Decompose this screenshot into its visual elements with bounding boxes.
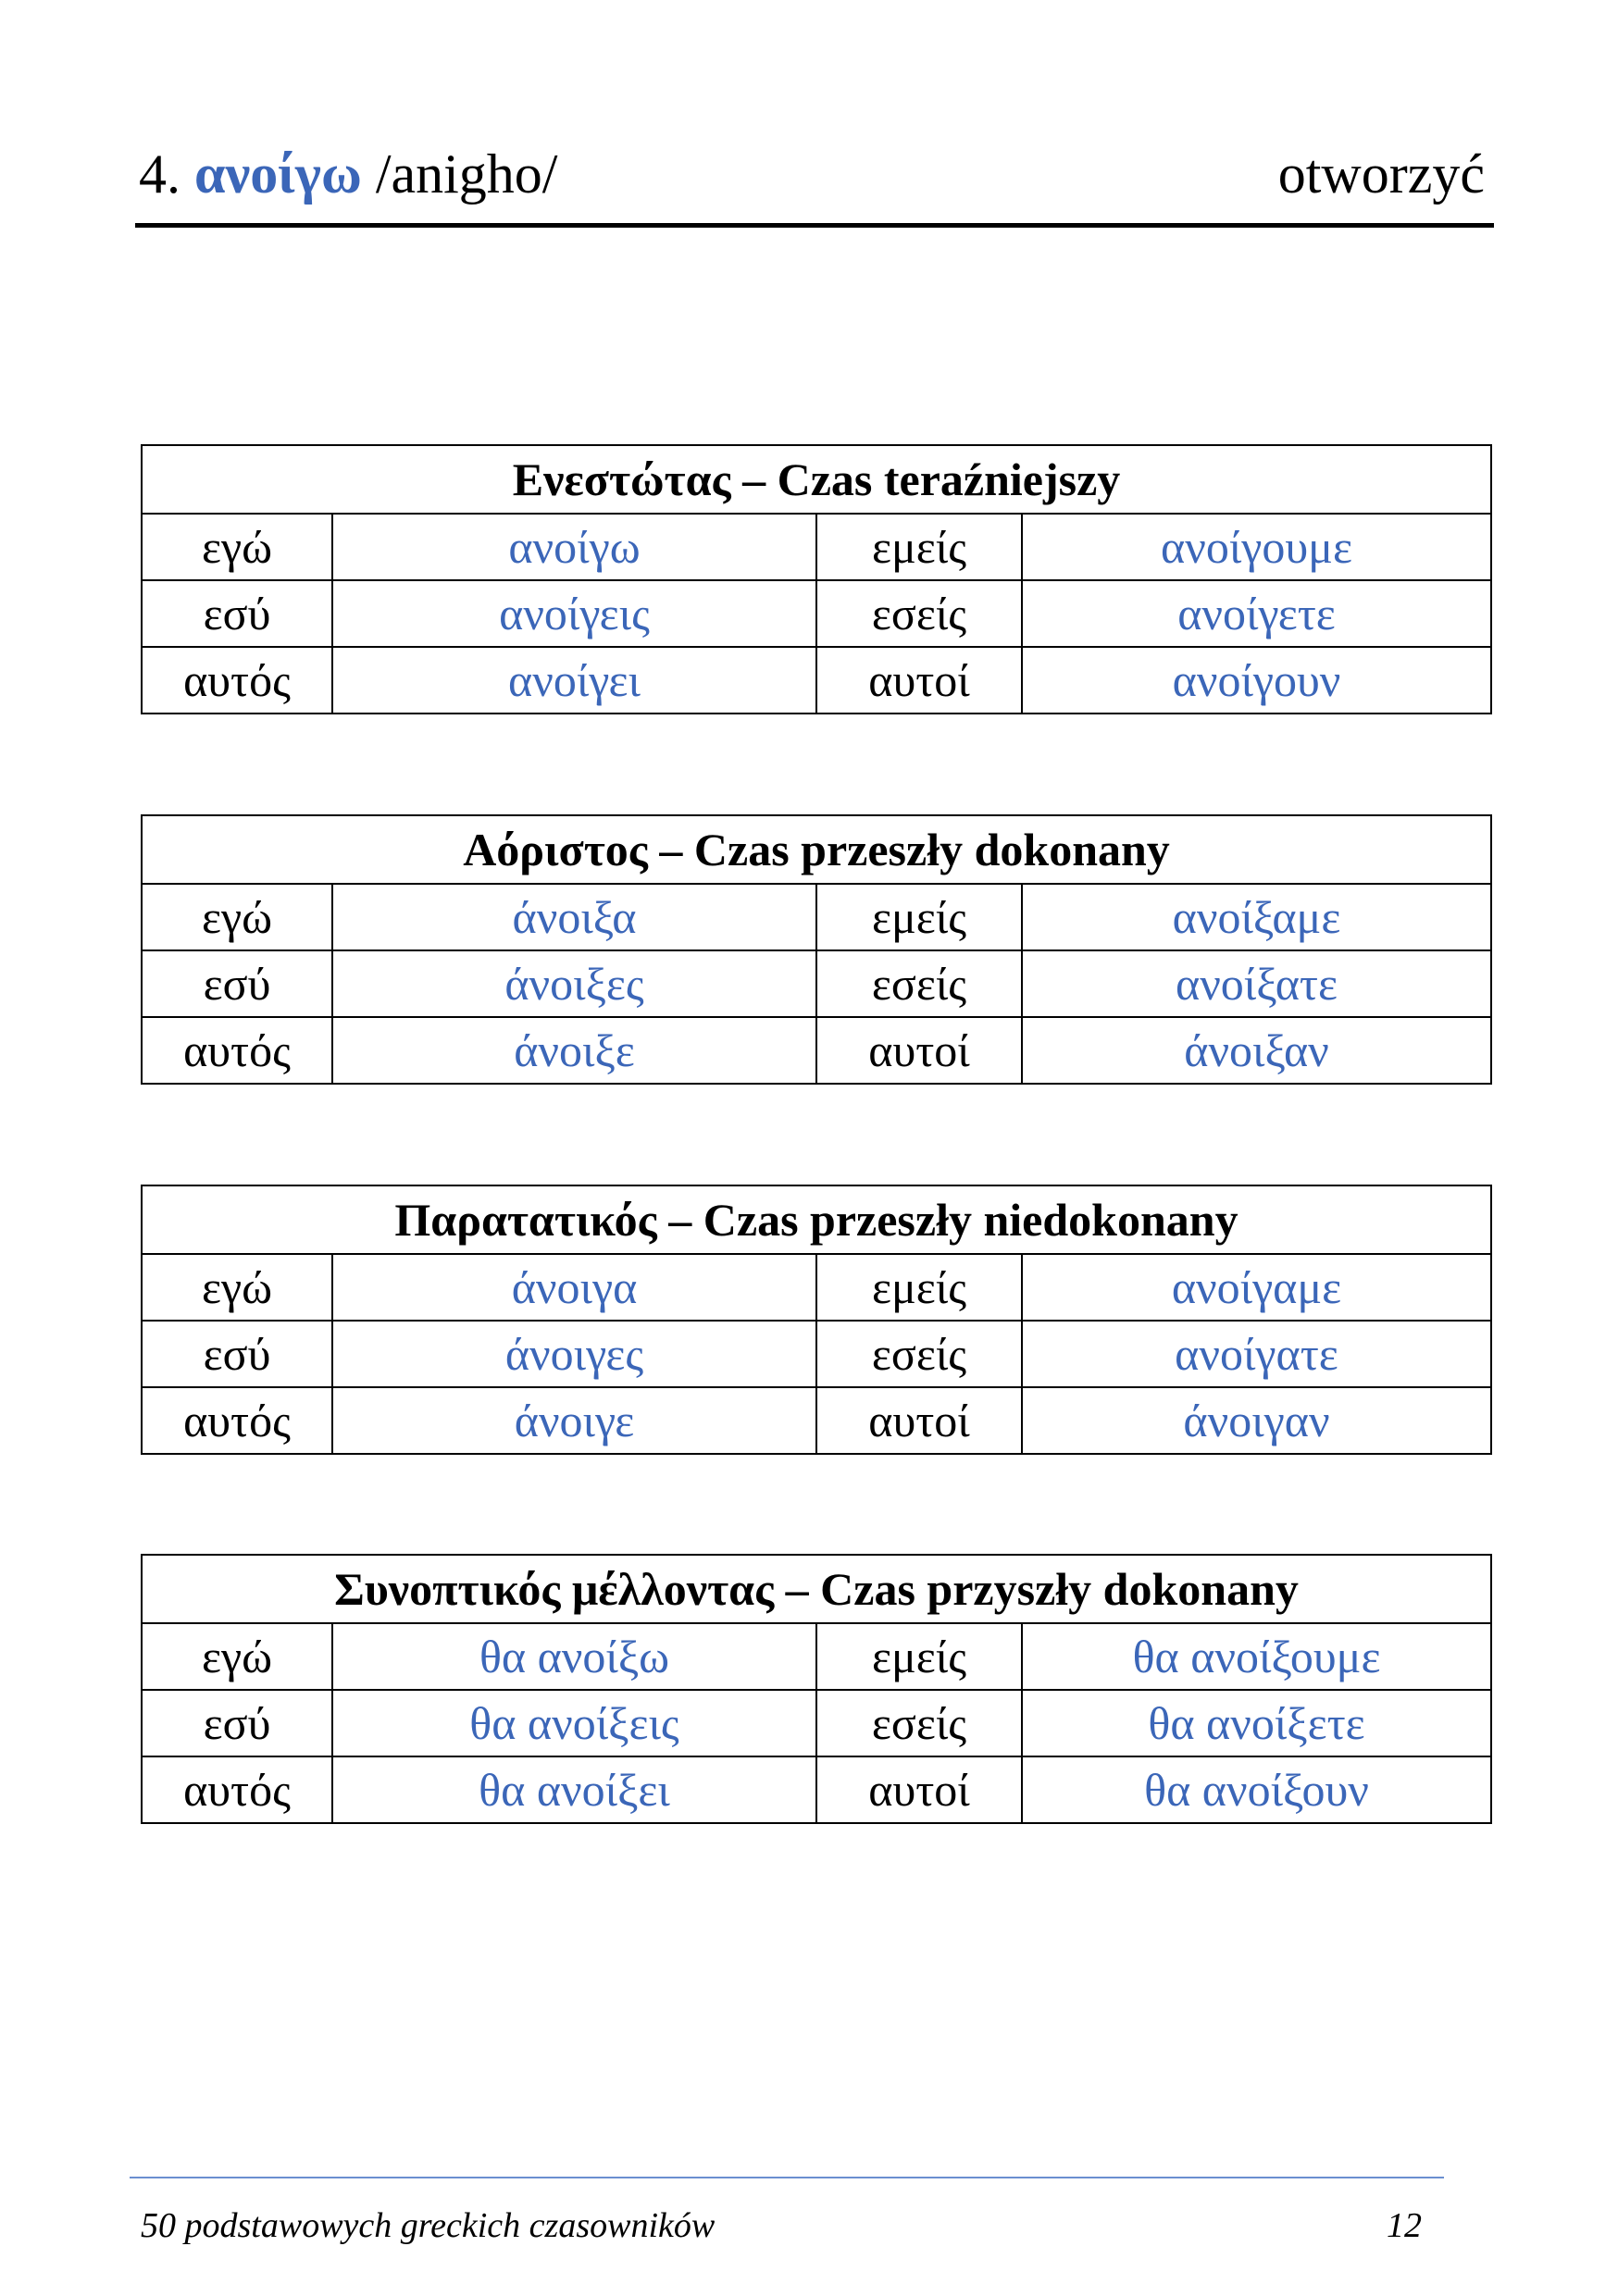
table-row	[142, 1321, 1491, 1387]
verb-form-plural: ανοίγαμε	[1022, 1254, 1491, 1321]
pronoun-plural: αυτοί	[816, 1756, 1022, 1823]
verb-form-singular: θα ανοίξει	[332, 1756, 816, 1823]
verb-form-singular: ανοίγω	[332, 514, 816, 580]
pronoun-singular: αυτός	[142, 1756, 332, 1823]
verb-form-plural: ανοίγουν	[1022, 647, 1491, 714]
pronoun-singular: εγώ	[142, 1623, 332, 1690]
table-row	[142, 1756, 1491, 1823]
pronoun-singular: εγώ	[142, 884, 332, 950]
conjugation-table-aorist	[141, 814, 1492, 1085]
verb-form-plural: θα ανοίξετε	[1022, 1690, 1491, 1756]
verb-heading	[139, 130, 557, 218]
pronoun-plural: αυτοί	[816, 1017, 1022, 1084]
verb-form-plural: ανοίξαμε	[1022, 884, 1491, 950]
conjugation-table-imperfect	[141, 1185, 1492, 1455]
pronoun-plural: εμείς	[816, 884, 1022, 950]
verb-form-plural: ανοίγατε	[1022, 1321, 1491, 1387]
verb-form-singular: ανοίγει	[332, 647, 816, 714]
pronoun-plural: εμείς	[816, 514, 1022, 580]
verb-form-plural: θα ανοίξουν	[1022, 1756, 1491, 1823]
table-row	[142, 580, 1491, 647]
verb-form-plural: ανοίξατε	[1022, 950, 1491, 1017]
pronoun-plural: εσείς	[816, 1690, 1022, 1756]
tense-title: Παρατατικός – Czas przeszły niedokonany	[142, 1185, 1491, 1254]
verb-form-plural: άνοιγαν	[1022, 1387, 1491, 1454]
page-number: 12	[1387, 2206, 1422, 2245]
verb-form-singular: θα ανοίξω	[332, 1623, 816, 1690]
tense-title: Ενεστώτας – Czas teraźniejszy	[142, 445, 1491, 514]
verb-greek: ανοίγω	[194, 143, 362, 205]
verb-number: 4.	[139, 143, 180, 205]
table-title-row	[142, 1555, 1491, 1623]
table-title-row	[142, 815, 1491, 884]
tense-title: Αόριστος – Czas przeszły dokonany	[142, 815, 1491, 884]
verb-form-singular: άνοιξα	[332, 884, 816, 950]
pronoun-singular: εσύ	[142, 950, 332, 1017]
page-footer	[135, 2203, 1422, 2249]
verb-form-singular: άνοιγε	[332, 1387, 816, 1454]
conjugation-table-present	[141, 444, 1492, 714]
verb-form-singular: άνοιξες	[332, 950, 816, 1017]
book-title: 50 podstawowych greckich czasowników	[141, 2206, 716, 2245]
table-row	[142, 1623, 1491, 1690]
verb-form-plural: θα ανοίξουμε	[1022, 1623, 1491, 1690]
verb-transcription: /anigho/	[375, 143, 558, 205]
table-row	[142, 514, 1491, 580]
pronoun-singular: αυτός	[142, 647, 332, 714]
pronoun-singular: εσύ	[142, 1321, 332, 1387]
pronoun-singular: αυτός	[142, 1017, 332, 1084]
pronoun-singular: εσύ	[142, 1690, 332, 1756]
pronoun-plural: εσείς	[816, 950, 1022, 1017]
verb-form-plural: ανοίγουμε	[1022, 514, 1491, 580]
verb-translation: otworzyć	[1277, 143, 1485, 205]
verb-form-singular: άνοιγες	[332, 1321, 816, 1387]
pronoun-singular: εγώ	[142, 514, 332, 580]
pronoun-plural: αυτοί	[816, 647, 1022, 714]
pronoun-plural: εμείς	[816, 1623, 1022, 1690]
table-title-row	[142, 445, 1491, 514]
table-row	[142, 1387, 1491, 1454]
table-row	[142, 1254, 1491, 1321]
verb-form-plural: ανοίγετε	[1022, 580, 1491, 647]
pronoun-singular: εσύ	[142, 580, 332, 647]
verb-form-plural: άνοιξαν	[1022, 1017, 1491, 1084]
conjugation-table-future	[141, 1554, 1492, 1824]
table-row	[142, 647, 1491, 714]
table-title-row	[142, 1185, 1491, 1254]
page-header	[135, 130, 1494, 218]
pronoun-plural: εσείς	[816, 580, 1022, 647]
pronoun-plural: εσείς	[816, 1321, 1022, 1387]
pronoun-singular: εγώ	[142, 1254, 332, 1321]
pronoun-singular: αυτός	[142, 1387, 332, 1454]
verb-form-singular: θα ανοίξεις	[332, 1690, 816, 1756]
table-row	[142, 1690, 1491, 1756]
pronoun-plural: εμείς	[816, 1254, 1022, 1321]
header-divider	[135, 223, 1494, 228]
table-row	[142, 884, 1491, 950]
footer-divider	[130, 2177, 1444, 2178]
verb-form-singular: ανοίγεις	[332, 580, 816, 647]
table-row	[142, 1017, 1491, 1084]
verb-form-singular: άνοιξε	[332, 1017, 816, 1084]
tense-title: Συνοπτικός μέλλοντας – Czas przyszły dokonany	[142, 1555, 1491, 1623]
pronoun-plural: αυτοί	[816, 1387, 1022, 1454]
table-row	[142, 950, 1491, 1017]
verb-form-singular: άνοιγα	[332, 1254, 816, 1321]
